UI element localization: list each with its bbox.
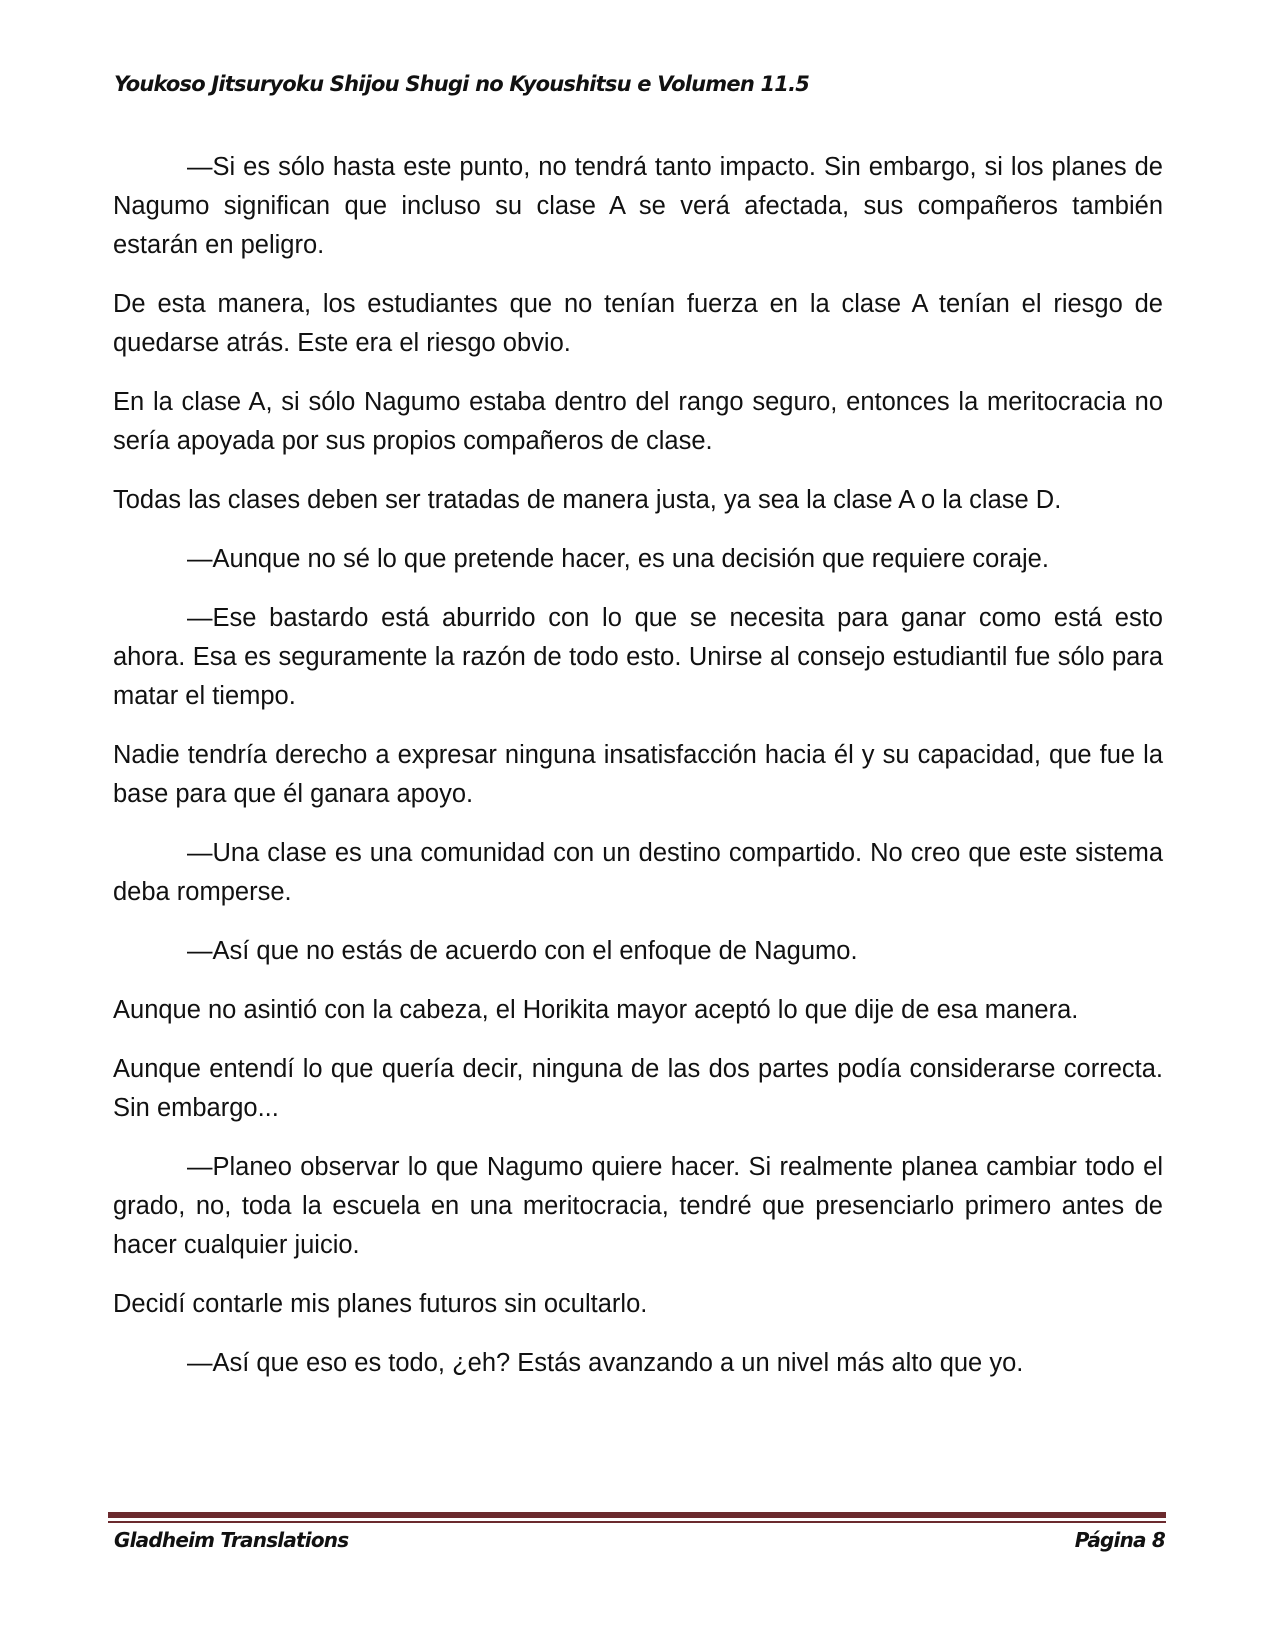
- dialogue-paragraph: —Así que eso es todo, ¿eh? Estás avanzando a un nivel más alto que yo.: [187, 1349, 1024, 1377]
- page-number: Página 8: [1074, 1528, 1165, 1552]
- dialogue-paragraph: —Si es sólo hasta este punto, no tendrá tanto impacto. Sin embargo, si los planes de Nagumo significan que incluso su clase A se verá afectada, sus compañeros también estarán en peligro.: [113, 153, 1163, 259]
- paragraph: De esta manera, los estudiantes que no tenían fuerza en la clase A tenían el riesgo de quedarse atrás. Este era el riesgo obvio.: [113, 290, 1163, 357]
- footer-translator: Gladheim Translations: [114, 1528, 349, 1552]
- dialogue-paragraph: —Así que no estás de acuerdo con el enfoque de Nagumo.: [187, 937, 858, 965]
- paragraph: Aunque entendí lo que quería decir, ninguna de las dos partes podía considerarse correcta. Sin embargo...: [113, 1055, 1163, 1122]
- page-body: [113, 148, 1163, 1403]
- paragraph: En la clase A, si sólo Nagumo estaba dentro del rango seguro, entonces la meritocracia no sería apoyada por sus propios compañeros de clase.: [113, 388, 1163, 455]
- dialogue-paragraph: —Una clase es una comunidad con un destino compartido. No creo que este sistema deba romperse.: [113, 839, 1163, 906]
- dialogue-paragraph: —Ese bastardo está aburrido con lo que se necesita para ganar como está esto ahora. Esa es seguramente la razón de todo esto. Unirse al consejo estudiantil fue sólo para matar el tiempo.: [113, 604, 1163, 710]
- footer-rule-thin: [108, 1521, 1166, 1523]
- dialogue-paragraph: —Planeo observar lo que Nagumo quiere hacer. Si realmente planea cambiar todo el grado, no, toda la escuela en una meritocracia, tendré que presenciarlo primero antes de hacer cualquier juicio.: [113, 1153, 1163, 1259]
- paragraph: Nadie tendría derecho a expresar ninguna insatisfacción hacia él y su capacidad, que fue la base para que él ganara apoyo.: [113, 741, 1163, 808]
- footer-rule-thick: [108, 1512, 1166, 1518]
- dialogue-paragraph: —Aunque no sé lo que pretende hacer, es una decisión que requiere coraje.: [187, 545, 1049, 573]
- paragraph: Decidí contarle mis planes futuros sin ocultarlo.: [113, 1290, 648, 1318]
- paragraph: Aunque no asintió con la cabeza, el Horikita mayor aceptó lo que dije de esa manera.: [113, 996, 1079, 1024]
- running-header: Youkoso Jitsuryoku Shijou Shugi no Kyoushitsu e Volumen 11.5: [114, 72, 810, 96]
- paragraph: Todas las clases deben ser tratadas de manera justa, ya sea la clase A o la clase D.: [113, 486, 1062, 514]
